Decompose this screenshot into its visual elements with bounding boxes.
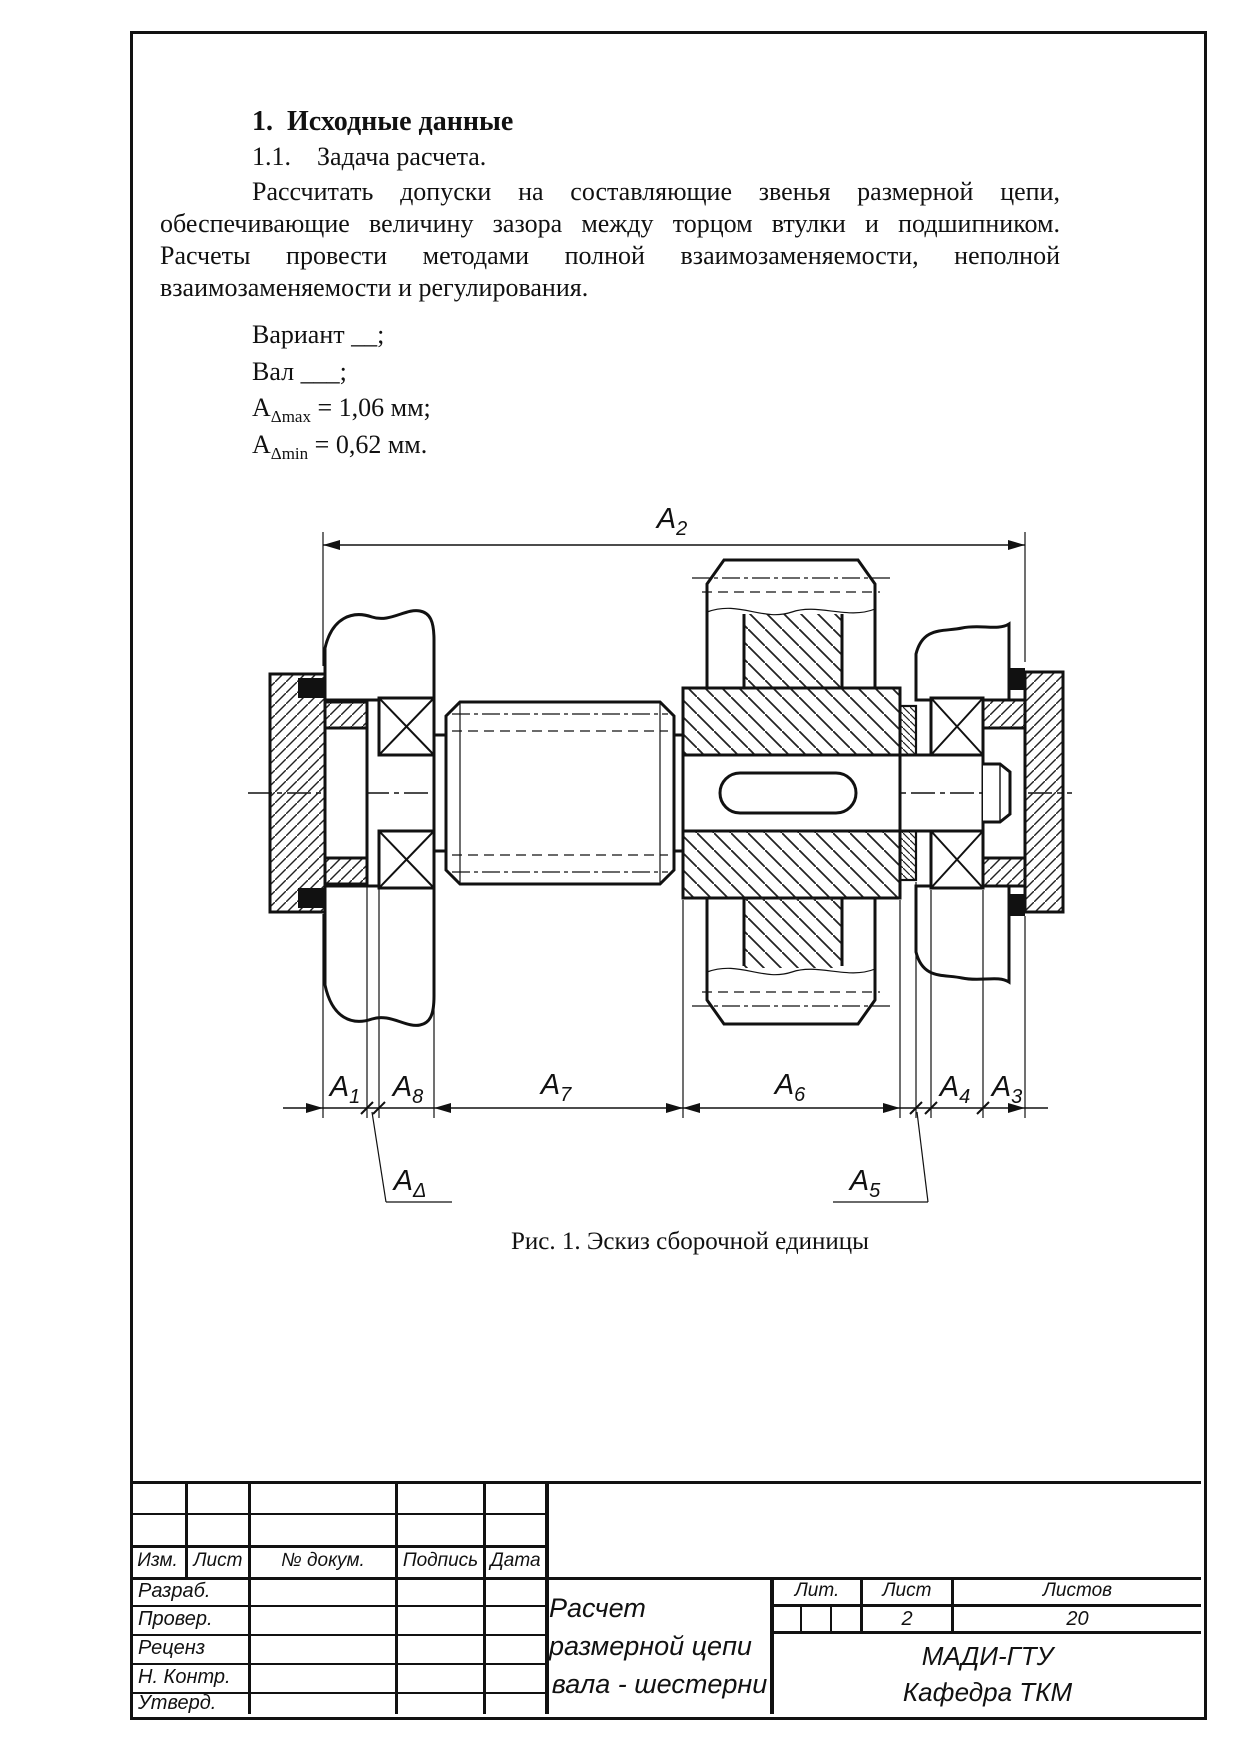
label-a-delta: $A_\Delta$ <box>393 1165 427 1202</box>
tb-org-line2: Кафедра ТКМ <box>902 1677 1073 1707</box>
tb-sheet-label: Лист <box>882 1579 932 1601</box>
sleeve <box>446 702 674 884</box>
label-a6: $A_6$ <box>774 1069 806 1106</box>
right-housing-wall-top <box>916 624 1009 700</box>
variant-line: Вариант __; <box>252 320 385 349</box>
tb-col-izm: Изм. <box>137 1550 178 1571</box>
right-spacer-bottom <box>900 831 916 880</box>
right-housing-wall-bottom <box>916 886 1009 982</box>
gear <box>683 560 900 1024</box>
tb-organization <box>774 1634 1201 1714</box>
tb-sheets-value: 20 <box>1066 1607 1089 1630</box>
label-a1: $A_1$ <box>329 1071 361 1108</box>
section-heading: 1. Исходные данные <box>252 106 514 137</box>
tb-doc-title-line1: Расчет размерной цепи <box>549 1592 752 1661</box>
tb-col-list: Лист <box>193 1550 243 1571</box>
amax-line: $А_{\Delta max} = 1,06$ мм; <box>252 393 431 427</box>
left-cap-flange <box>270 674 325 912</box>
bushing <box>325 728 367 858</box>
title-block <box>130 1481 1201 1714</box>
label-a3: $A_3$ <box>991 1071 1023 1108</box>
tb-col-podpis: Подпись <box>402 1550 479 1571</box>
gear-hub-top <box>683 688 900 755</box>
amin-line: $А_{\Delta min} = 0,62$ мм. <box>252 430 428 464</box>
tb-col-data: Дата <box>490 1550 541 1571</box>
shaft-step-left <box>434 735 446 851</box>
shaft-end <box>983 764 1010 822</box>
paragraph-line: обеспечивающие величину зазора между торцом втулки и подшипником. <box>160 209 1060 238</box>
right-spacer-top <box>900 706 916 755</box>
keyway <box>720 773 856 813</box>
tb-lit-label: Лит. <box>794 1579 840 1601</box>
left-seal-bottom <box>298 888 325 908</box>
shaft-gear-assembly <box>248 560 1072 1025</box>
left-housing-wall-top <box>325 611 434 700</box>
tb-doc-title <box>549 1577 770 1714</box>
right-seal-bottom <box>1009 894 1025 916</box>
paragraph-line: взаимозаменяемости и регулирования. <box>160 273 589 302</box>
tb-row-recenz: Реценз <box>138 1637 206 1659</box>
subsection-heading: 1.1. Задача расчета. <box>252 142 487 171</box>
tb-sheet-value: 2 <box>901 1607 913 1630</box>
right-cap-flange <box>1025 672 1063 912</box>
tb-row-utverd: Утверд. <box>138 1691 217 1714</box>
label-a8: $A_8$ <box>392 1071 424 1108</box>
tb-col-dokum: № докум. <box>281 1550 365 1571</box>
gear-hub-bottom <box>683 831 900 898</box>
shaft-line: Вал ___; <box>252 357 347 386</box>
paragraph-line: Расчеты провести методами полной взаимозаменяемости, неполной <box>160 241 1060 270</box>
left-seal-top <box>298 678 325 698</box>
label-a5: $A_5$ <box>849 1165 881 1202</box>
tb-sheets-label: Листов <box>1042 1579 1113 1601</box>
right-cap-boss-top <box>983 700 1025 728</box>
figure-caption: Рис. 1. Эскиз сборочной единицы <box>511 1228 869 1255</box>
tb-doc-title-line2: вала - шестерни <box>551 1668 768 1699</box>
label-a4: $A_4$ <box>939 1071 971 1108</box>
right-seal-top <box>1009 668 1025 690</box>
label-a2: $A_2$ <box>656 503 688 540</box>
label-a7: $A_7$ <box>540 1069 572 1106</box>
right-cap-boss-bottom <box>983 858 1025 886</box>
paragraph-line: Рассчитать допуски на составляющие звенья размерной цепи, <box>252 177 1060 206</box>
tb-row-nkontr: Н. Контр. <box>138 1666 231 1688</box>
tb-org-line1: МАДИ-ГТУ <box>921 1641 1054 1671</box>
tb-row-razrab: Разраб. <box>138 1579 211 1602</box>
tb-row-prover: Провер. <box>138 1608 213 1630</box>
